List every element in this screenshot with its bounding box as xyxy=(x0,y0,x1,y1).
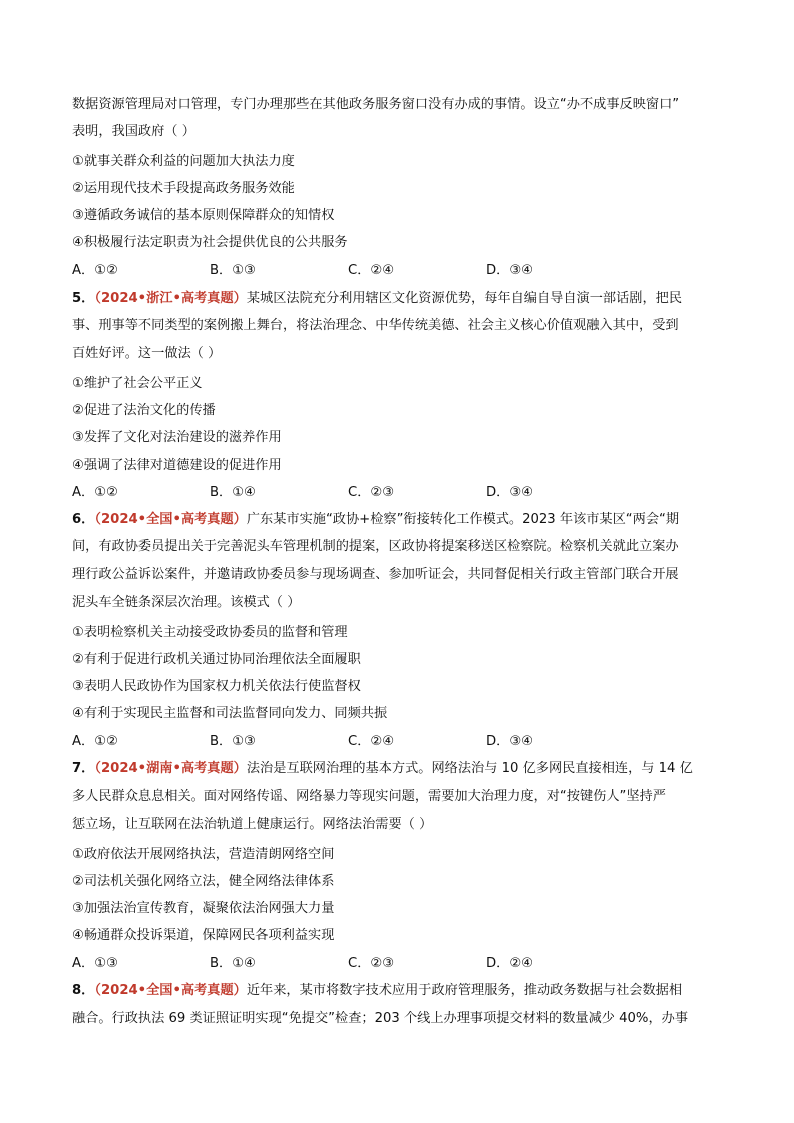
q5-statement-2: ②促进了法治文化的传播 xyxy=(72,403,216,418)
q5-option-d[interactable]: D．③④ xyxy=(486,485,533,500)
q6-stem-line-1 xyxy=(72,511,732,529)
q6-statement-3: ③表明人民政协作为国家权力机关依法行使监督权 xyxy=(72,679,361,694)
q6-option-b[interactable]: B．①③ xyxy=(210,734,256,749)
q5-options xyxy=(72,484,732,502)
q4-option-b[interactable]: B．①③ xyxy=(210,263,256,278)
q4-statement-3: ③遵循政务诚信的基本原则保障群众的知情权 xyxy=(72,208,335,223)
q6-stem-line-4: 泥头车全链条深层次治理。该模式（ ） xyxy=(72,595,301,610)
q6-option-d[interactable]: D．③④ xyxy=(486,734,533,749)
q7-option-b[interactable]: B．①④ xyxy=(210,956,256,971)
q6-statement-1: ①表明检察机关主动接受政协委员的监督和管理 xyxy=(72,625,348,640)
q8-stem-start: 近年来，某市将数字技术应用于政府管理服务，推动政务数据与社会数据相 xyxy=(246,983,683,998)
q7-number: 7． xyxy=(72,761,95,776)
q7-option-c[interactable]: C．②③ xyxy=(348,956,395,971)
q7-options xyxy=(72,955,732,973)
q8-number: 8． xyxy=(72,983,95,998)
q7-option-d[interactable]: D．②④ xyxy=(486,956,533,971)
q4-stem-line-2: 表明，我国政府（ ） xyxy=(72,124,195,139)
q7-option-a[interactable]: A．①③ xyxy=(72,956,118,971)
q5-statement-4: ④强调了法律对道德建设的促进作用 xyxy=(72,458,282,473)
q5-option-a[interactable]: A．①② xyxy=(72,485,118,500)
q7-statement-1: ①政府依法开展网络执法，营造清朗网络空间 xyxy=(72,847,335,862)
q6-statement-2: ②有利于促进行政机关通过协同治理依法全面履职 xyxy=(72,652,361,667)
q6-stem-start: 广东某市实施“政协+检察”衔接转化工作模式。2023 年该市某区“两会“期 xyxy=(246,512,680,527)
q5-number: 5． xyxy=(72,291,95,306)
q5-stem-line-1 xyxy=(72,290,732,308)
q8-source-tag: （2024•全国•高考真题） xyxy=(94,983,247,998)
q7-source-tag: （2024•湖南•高考真题） xyxy=(94,761,247,776)
q6-option-a[interactable]: A．①② xyxy=(72,734,118,749)
q4-options xyxy=(72,262,732,280)
q7-statement-4: ④畅通群众投诉渠道，保障网民各项利益实现 xyxy=(72,928,335,943)
q6-statement-4: ④有利于实现民主监督和司法监督同向发力、同频共振 xyxy=(72,706,388,721)
q5-option-c[interactable]: C．②③ xyxy=(348,485,395,500)
q8-stem-line-2: 融合。行政执法 69 类证照证明实现“免提交”检查；203 个线上办理事项提交材料的数量减少 40%，办事 xyxy=(72,1011,689,1026)
q7-stem-line-3: 惩立场，让互联网在法治轨道上健康运行。网络法治需要（ ） xyxy=(72,817,433,832)
q7-statement-3: ③加强法治宣传教育，凝聚依法治网强大力量 xyxy=(72,901,335,916)
q7-stem-line-1 xyxy=(72,760,732,778)
q7-stem-line-2: 多人民群众息息相关。面对网络传谣、网络暴力等现实问题，需要加大治理力度，对“按键伤人”坚持严 xyxy=(72,789,666,804)
q5-option-b[interactable]: B．①④ xyxy=(210,485,256,500)
q7-statement-2: ②司法机关强化网络立法，健全网络法律体系 xyxy=(72,874,335,889)
q5-source-tag: （2024•浙江•高考真题） xyxy=(94,291,247,306)
q7-stem-start: 法治是互联网治理的基本方式。网络法治与 10 亿多网民直接相连，与 14 亿 xyxy=(246,761,693,776)
q4-statement-2: ②运用现代技术手段提高政务服务效能 xyxy=(72,181,295,196)
q5-stem-start: 某城区法院充分利用辖区文化资源优势，每年自编自导自演一部话剧，把民 xyxy=(246,291,683,306)
q4-statement-4: ④积极履行法定职责为社会提供优良的公共服务 xyxy=(72,235,348,250)
q4-stem-line-1: 数据资源管理局对口管理，专门办理那些在其他政务服务窗口没有办成的事情。设立“办不成事反映窗口” xyxy=(72,97,680,112)
q5-stem-line-3: 百姓好评。这一做法（ ） xyxy=(72,346,222,361)
q4-option-c[interactable]: C．②④ xyxy=(348,263,395,278)
q5-statement-3: ③发挥了文化对法治建设的滋养作用 xyxy=(72,430,282,445)
q6-options xyxy=(72,733,732,751)
q6-number: 6． xyxy=(72,512,95,527)
q4-option-a[interactable]: A．①② xyxy=(72,263,118,278)
q8-stem-line-1 xyxy=(72,982,732,1000)
q6-stem-line-2: 间，有政协委员提出关于完善泥头车管理机制的提案，区政协将提案移送区检察院。检察机关就此立案办 xyxy=(72,539,679,554)
q4-statement-1: ①就事关群众利益的问题加大执法力度 xyxy=(72,154,295,169)
q4-option-d[interactable]: D．③④ xyxy=(486,263,533,278)
q5-stem-line-2: 事、刑事等不同类型的案例搬上舞台，将法治理念、中华传统美德、社会主义核心价值观融入其中，受到 xyxy=(72,318,679,333)
q6-stem-line-3: 理行政公益诉讼案件，并邀请政协委员参与现场调查、参加听证会，共同督促相关行政主管部门联合开展 xyxy=(72,567,679,582)
q6-source-tag: （2024•全国•高考真题） xyxy=(94,512,247,527)
q6-option-c[interactable]: C．②④ xyxy=(348,734,395,749)
q5-statement-1: ①维护了社会公平正义 xyxy=(72,376,203,391)
